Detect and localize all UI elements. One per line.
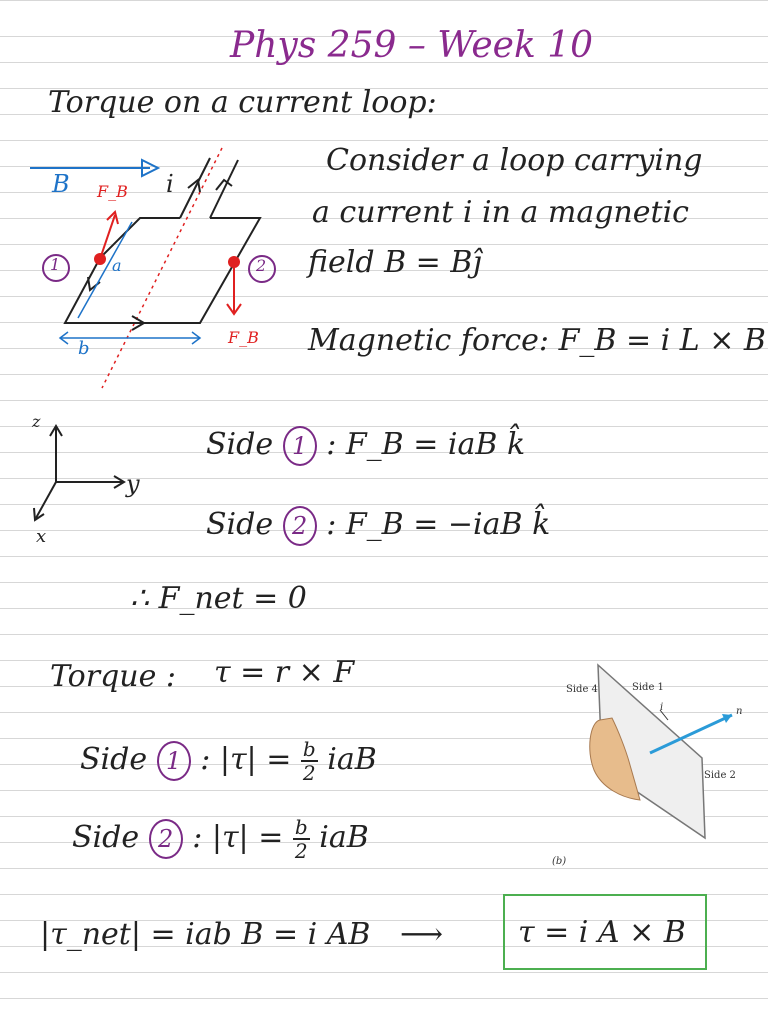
lead-out (210, 160, 238, 218)
a-dimension (78, 222, 132, 318)
side2-torque-eq: : |τ| = (192, 820, 284, 855)
intro-line-2: a current i in a magnetic (312, 195, 689, 230)
side1-force-eq: : F_B = iaB k̂ (326, 427, 526, 462)
side1-torque-label: Side (80, 742, 148, 777)
torque-label: Torque : (50, 659, 177, 694)
torque-eq: τ = r × F (214, 655, 355, 690)
figure-i: i (660, 702, 664, 713)
side1-frac-num: b (302, 737, 316, 761)
figure-caption: (b) (552, 856, 567, 867)
side2-torque-num: 2 (149, 819, 183, 859)
figure-n: n (736, 706, 743, 717)
force-bottom-label: F_B (228, 328, 259, 347)
current-label: i (166, 170, 174, 198)
side2-torque-label: Side (72, 820, 140, 855)
y-label: y (126, 470, 140, 498)
net-torque-eq: |τ_net| = iab B = i AB (40, 917, 371, 952)
loop-outline (65, 218, 260, 323)
side2-torque-rest: iaB (319, 820, 369, 855)
figure-side2: Side 2 (704, 770, 736, 781)
result-arrow: ⟶ (400, 917, 444, 952)
side1-frac-den: 2 (302, 761, 316, 785)
side1-force-num: 1 (283, 426, 317, 466)
force-top-label: F_B (97, 182, 128, 201)
side2-torque-row (72, 816, 369, 862)
side1-torque-eq: : |τ| = (200, 742, 292, 777)
side2-frac-num: b (294, 815, 308, 839)
net-force-eq: ∴ F_net = 0 (130, 581, 307, 616)
magnetic-force-eq: Magnetic force: F_B = i L × B (308, 323, 766, 358)
section-heading: Torque on a current loop: (48, 85, 437, 120)
b-field-label: B (52, 170, 70, 198)
intro-line-3: field B = Bĵ (308, 245, 482, 280)
side1-number: 1 (50, 255, 61, 274)
side2-force-num: 2 (283, 506, 317, 546)
a-label: a (112, 256, 122, 275)
side1-torque-num: 1 (157, 741, 191, 781)
side2-number: 2 (256, 256, 267, 275)
boxed-result: τ = i A × B (518, 915, 686, 950)
side2-force-label: Side (206, 507, 274, 542)
b-label: b (78, 338, 90, 359)
side2-force-eq: : F_B = −iaB k̂ (326, 507, 551, 542)
x-axis (36, 482, 56, 518)
side2-force-row (206, 506, 550, 546)
page-title: Phys 259 – Week 10 (230, 25, 594, 66)
intro-line-1: Consider a loop carrying (326, 143, 703, 178)
side1-force-row (206, 426, 525, 466)
side1-torque-row (80, 738, 377, 784)
x-label: x (36, 526, 47, 547)
force-up-arrow (100, 215, 115, 259)
side1-force-label: Side (206, 427, 274, 462)
figure-side4: Side 4 (566, 684, 598, 695)
side2-torque-frac (293, 816, 310, 862)
side1-torque-rest: iaB (327, 742, 377, 777)
z-label: z (32, 412, 41, 431)
side1-torque-frac (301, 738, 318, 784)
figure-side1: Side 1 (632, 682, 664, 693)
side2-frac-den: 2 (294, 839, 308, 863)
lead-in (180, 158, 210, 218)
xyz-axes (30, 418, 140, 538)
